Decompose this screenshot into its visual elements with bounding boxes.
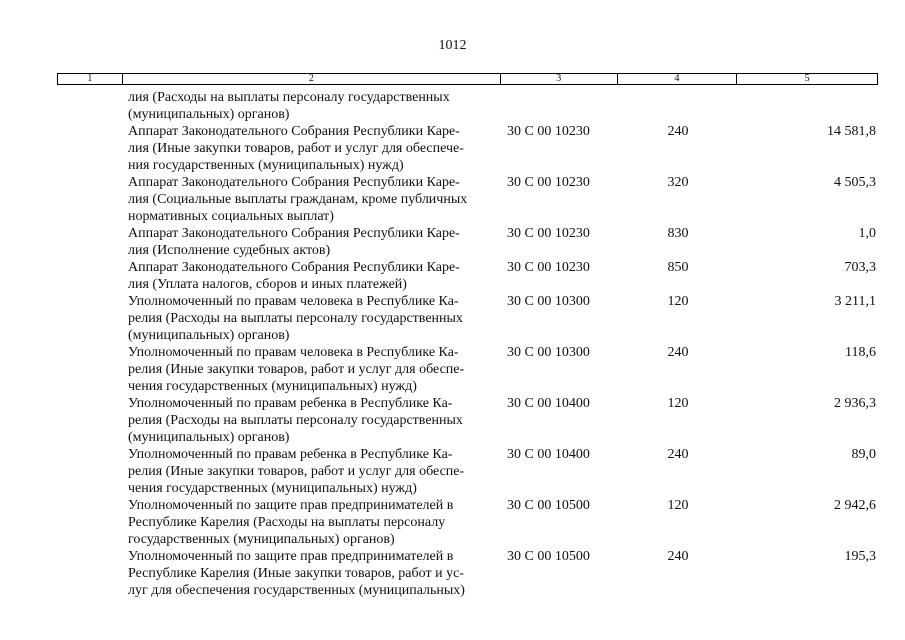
row-amount: 703,3 (844, 260, 876, 275)
row-amount: 89,0 (851, 447, 876, 462)
table-row (0, 225, 905, 259)
row-expense-type: 120 (667, 498, 689, 513)
row-expense-type: 850 (667, 260, 689, 275)
row-target-code: 30 С 00 10500 (507, 549, 590, 564)
row-description: Уполномоченный по правам ребенка в Республике Ка- релия (Иные закупки товаров, работ и услуг для обеспе- чения государственных (муниципальных) нужд) (128, 447, 465, 496)
table-row (0, 89, 905, 123)
row-expense-type: 240 (667, 124, 689, 139)
row-amount: 4 505,3 (834, 175, 876, 190)
row-description: Аппарат Законодательного Собрания Республики Каре- лия (Социальные выплаты гражданам, кроме публичных нормативных социальных выплат) (128, 175, 468, 224)
table-row (0, 497, 905, 548)
row-expense-type: 120 (667, 396, 689, 411)
row-amount: 2 936,3 (834, 396, 876, 411)
row-amount: 3 211,1 (834, 294, 876, 309)
row-expense-type: 320 (667, 175, 689, 190)
header-col-2: 2 (123, 74, 501, 84)
header-col-4: 4 (618, 74, 738, 84)
row-description: Аппарат Законодательного Собрания Республики Каре- лия (Исполнение судебных актов) (128, 226, 460, 258)
row-description: Уполномоченный по защите прав предпринимателей в Республике Карелия (Расходы на выплаты персоналу государственных (муниципальных) органов) (128, 498, 454, 547)
row-description: Уполномоченный по правам человека в Республике Ка- релия (Расходы на выплаты персоналу государственных (муниципальных) органов) (128, 294, 463, 343)
table-header-row (57, 73, 878, 85)
row-description: Уполномоченный по правам ребенка в Республике Ка- релия (Расходы на выплаты персоналу государственных (муниципальных) органов) (128, 396, 463, 445)
row-amount: 14 581,8 (827, 124, 876, 139)
row-target-code: 30 С 00 10400 (507, 396, 590, 411)
table-row (0, 293, 905, 344)
row-description: Аппарат Законодательного Собрания Республики Каре- лия (Уплата налогов, сборов и иных платежей) (128, 260, 460, 292)
row-target-code: 30 С 00 10230 (507, 175, 590, 190)
row-description: Уполномоченный по защите прав предпринимателей в Республике Карелия (Иные закупки товаров, работ и ус- луг для обеспечения государственных (муниципальных) (128, 549, 465, 598)
header-col-5: 5 (804, 73, 810, 84)
row-target-code: 30 С 00 10230 (507, 260, 590, 275)
row-expense-type: 240 (667, 549, 689, 564)
table-row (0, 174, 905, 225)
table-row (0, 259, 905, 293)
row-description: лия (Расходы на выплаты персоналу государственных (муниципальных) органов) (128, 90, 450, 122)
row-expense-type: 240 (667, 345, 689, 360)
row-expense-type: 240 (667, 447, 689, 462)
table-row (0, 395, 905, 446)
page-number: 1012 (438, 38, 467, 53)
row-target-code: 30 С 00 10300 (507, 345, 590, 360)
row-target-code: 30 С 00 10300 (507, 294, 590, 309)
header-col-3: 3 (501, 74, 618, 84)
row-target-code: 30 С 00 10230 (507, 226, 590, 241)
row-expense-type: 830 (667, 226, 689, 241)
row-expense-type: 120 (667, 294, 689, 309)
table-body (0, 89, 905, 599)
row-description: Аппарат Законодательного Собрания Республики Каре- лия (Иные закупки товаров, работ и услуг для обеспече- ния государственных (муниципальных) нужд) (128, 124, 464, 173)
table-row (0, 548, 905, 599)
table-row (0, 123, 905, 174)
row-amount: 195,3 (844, 549, 876, 564)
row-target-code: 30 С 00 10400 (507, 447, 590, 462)
row-amount: 1,0 (858, 226, 876, 241)
table-row (0, 446, 905, 497)
header-col-1: 1 (58, 74, 123, 84)
row-target-code: 30 С 00 10500 (507, 498, 590, 513)
row-amount: 118,6 (845, 345, 876, 360)
row-target-code: 30 С 00 10230 (507, 124, 590, 139)
row-amount: 2 942,6 (834, 498, 876, 513)
table-row (0, 344, 905, 395)
row-description: Уполномоченный по правам человека в Республике Ка- релия (Иные закупки товаров, работ и услуг для обеспе- чения государственных (муниципальных) нужд) (128, 345, 465, 394)
